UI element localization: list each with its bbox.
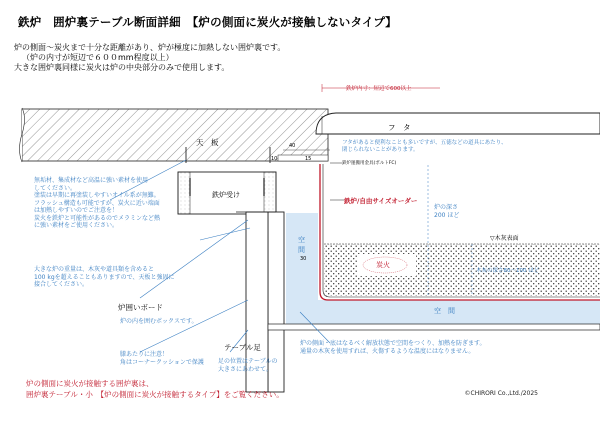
weight-note: 大きな炉の重量は、木灰や道具類を含めると 100 kgを超えることもありますので、天板と強固に 接合してください。: [34, 266, 175, 288]
side-space-label: 空 間: [298, 236, 305, 254]
tetsuro-size-label: 鉄炉/自由サイズオーダー: [344, 197, 418, 205]
dim-10: 10: [271, 156, 278, 162]
ro-board-note: 炉の内を囲むボックスです。: [120, 318, 198, 325]
board-material-note: 無垢材、集成材など高温に強い素材を使用 してください。 塗装は早期に再塗装しやすいオイル系が無難。 フラッシュ構造も可能ですが、炭火に近い端面 は加熱しやすいのでご注意を！ 炭火を鉄炉と可能性があるのでメラミンなど熱 に強い素材をご使用ください。: [34, 177, 161, 229]
leg-note: 足の位置はテーブルの 大きさにあわせて。: [218, 358, 278, 373]
description-line-3: 大きな囲炉裏同様に炭火は炉の中央部分のみで使用します。: [14, 63, 230, 72]
ash-surface-label: ▽木灰表面: [490, 235, 519, 242]
top-board-label: 天 板: [196, 138, 219, 147]
bottom-note: 炉の側面・底はなるべく解放状態で空間をつくり、加熱を防ぎます。 通量の木灰を使用すれば、火傷するような温度にはなりません。: [300, 340, 486, 355]
footnote: [26, 379, 284, 401]
naisun-label: 鉄炉内寸：短辺で600以上: [346, 86, 412, 92]
dim-15: 15: [305, 156, 312, 162]
bottom-space-label: 空 間: [434, 307, 455, 315]
ro-depth-label: 炉の深さ 200 ほど: [434, 204, 460, 220]
top-board: [22, 109, 328, 161]
page-title: 鉄炉 囲炉裏テーブル断面詳細 【炉の側面に炭火が接触しないタイプ】: [18, 15, 397, 29]
description-line-2: （炉の内寸が短辺で６００mm程度以上）: [22, 53, 174, 62]
lid-label: フ タ: [388, 123, 411, 132]
table-leg-label: テーブル足: [224, 343, 261, 352]
footnote-line-2: 囲炉裏テーブル・小 【炉の側面に炭火が接触するタイプ】をご覧ください。: [26, 389, 284, 399]
footnote-line-1: 炉の側面に炭火が接触する囲炉裏は、: [26, 379, 154, 388]
kanagu-label: 鉄炉運搬用金具(ボルトFC): [342, 161, 397, 166]
ro-uke-label: 鉄炉受け: [212, 191, 240, 199]
description-line-1: 炉の側面～炭火まで十分な距離があり、炉が極度に加熱しない囲炉裏です。: [14, 43, 286, 52]
lid-panel: [316, 113, 600, 134]
charcoal-label: 炭火: [376, 261, 390, 269]
corner-note: 膝あたりに注意！ 角はコーナークッションで保護: [120, 351, 204, 366]
dim-30: 30: [300, 256, 307, 262]
ro-board-label: 炉囲いボード: [118, 303, 163, 312]
copyright: ©CHIRORI Co.,Ltd./2025: [464, 390, 538, 397]
lid-note: フタがあると便利なことも多いですが、五徳などの道具にあたり、 閉じられないことがあります。: [342, 140, 507, 153]
ash-depth-label: 木灰の深さ80～100 ほど: [476, 268, 540, 274]
dim-40: 40: [289, 143, 296, 149]
